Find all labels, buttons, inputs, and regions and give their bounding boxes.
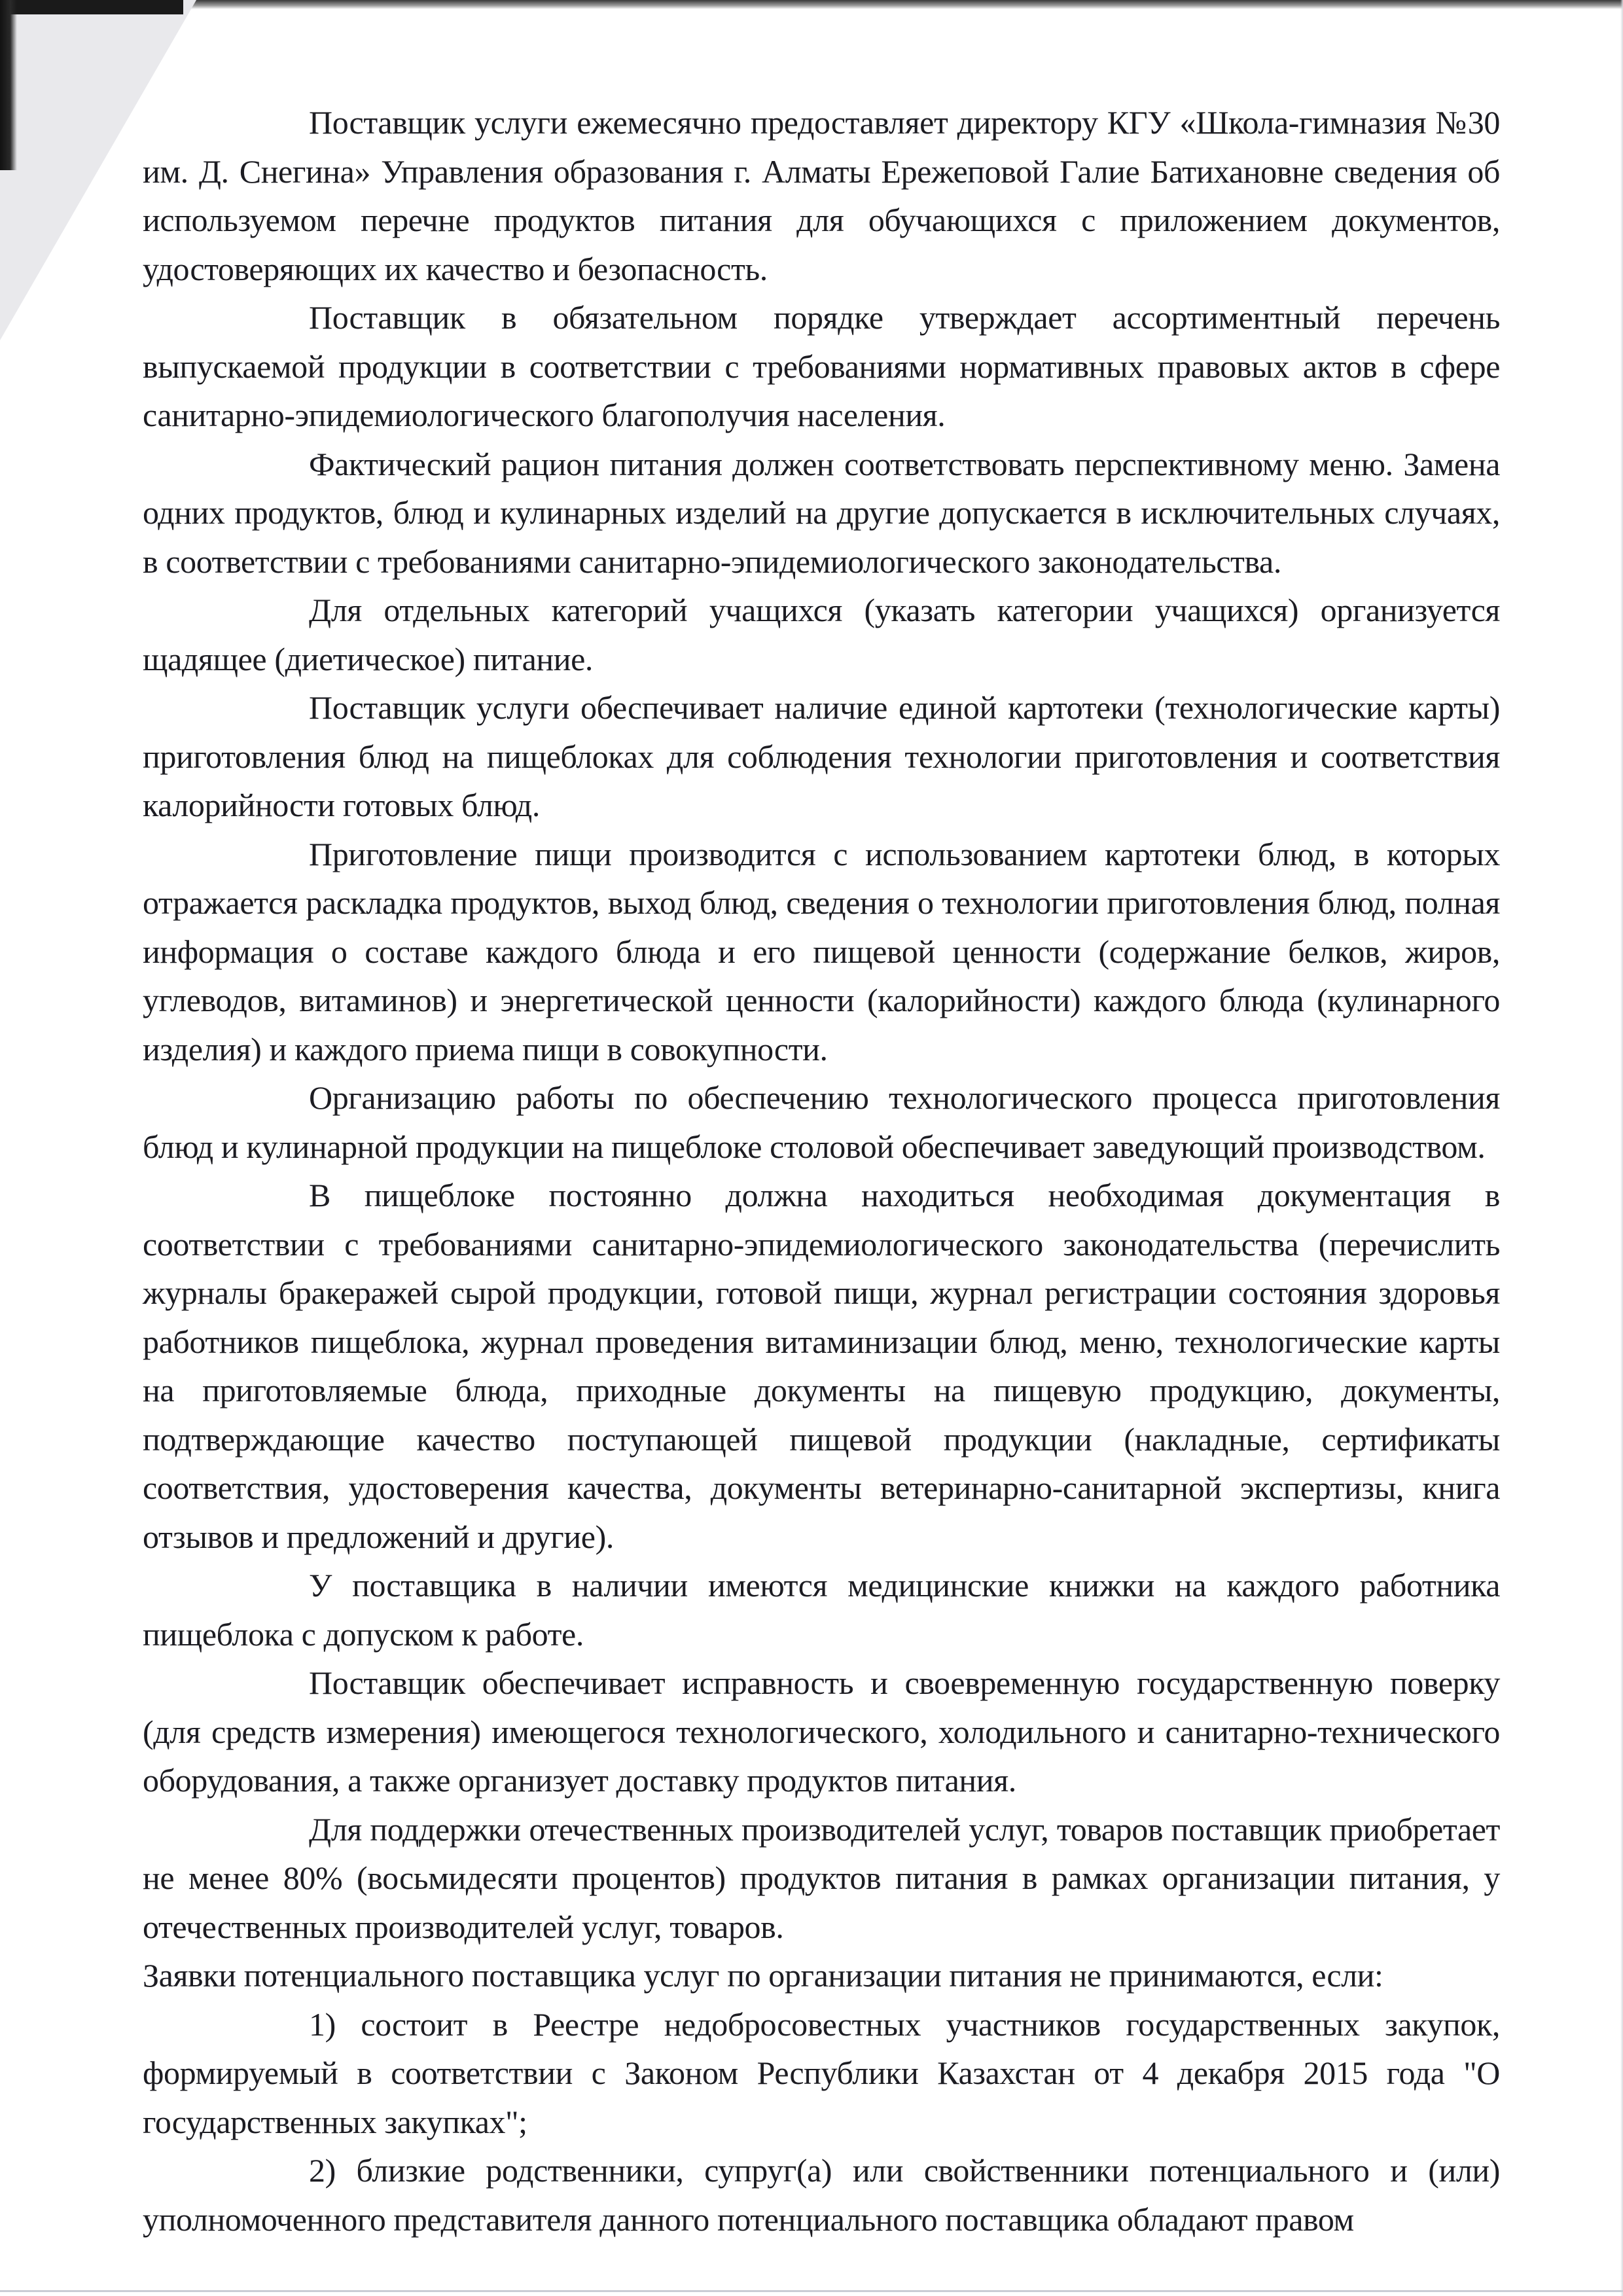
paragraph-food-preparation: Приготовление пищи производится с использованием картотеки блюд, в которых отражается раскладка продуктов, выход блюд, сведения о технологии приготовления блюд, полная информация о составе каждого блюда и его пищевой ценности (содержание белков, жиров, углеводов, витаминов) и энергетической ценности (калорийности) каждого блюда (кулинарного изделия) и каждого приема пищи в совокупности. [143, 835, 1500, 1067]
scan-bottom-edge [0, 2290, 1623, 2292]
document-body [143, 98, 1500, 2244]
scanner-dark-band [0, 0, 183, 14]
list-item-1-registry: 1) состоит в Реестре недобросовестных участников государственных закупок, формируемый в соответствии с Законом Республики Казахстан от 4 декабря 2015 года "О государственных закупках"; [143, 2005, 1500, 2140]
paragraph-required-documentation: В пищеблоке постоянно должна находиться необходимая документация в соответствии с требованиями санитарно-эпидемиологического законодательства (перечислить журналы бракеражей сырой продукции, готовой пищи, журнал регистрации состояния здоровья работников пищеблока, журнал проведения витаминизации блюд, меню, технологические карты на приготовляемые блюда, приходные документы на пищевую продукцию, документы, подтверждающие качество поступающей пищевой продукции (накладные, сертификаты соответствия, удостоверения качества, документы ветеринарно-санитарной экспертизы, книга отзывов и предложений и другие). [143, 1177, 1500, 1555]
paragraph-dietary-nutrition: Для отдельных категорий учащихся (указать категории учащихся) организуется щадящее (диетическое) питание. [143, 592, 1500, 677]
scanner-dark-edge [0, 0, 17, 170]
paragraph-domestic-producers: Для поддержки отечественных производителей услуг, товаров поставщик приобретает не менее 80% (восьмидесяти процентов) продуктов питания в рамках организации питания, у отечественных производителей услуг, товаров. [143, 1810, 1500, 1945]
list-item-2-relatives: 2) близкие родственники, супруг(а) или свойственники потенциального и (или) уполномоченного представителя данного потенциального поставщика обладают правом [143, 2152, 1500, 2238]
scan-top-edge [0, 0, 1623, 9]
paragraph-assortment-approval: Поставщик в обязательном порядке утверждает ассортиментный перечень выпускаемой продукции в соответствии с требованиями нормативных правовых актов в сфере санитарно-эпидемиологического благополучия населения. [143, 299, 1500, 433]
paragraph-supplier-monthly-report: Поставщик услуги ежемесячно предоставляет директору КГУ «Школа-гимназия №30 им. Д. Снегина» Управления образования г. Алматы Ережеповой Галие Батихановне сведения об используемом перечне продуктов питания для обучающихся с приложением документов, удостоверяющих их качество и безопасность. [143, 104, 1500, 287]
paragraph-work-organization: Организацию работы по обеспечению технологического процесса приготовления блюд и кулинарной продукции на пищеблоке столовой обеспечивает заведующий производством. [143, 1079, 1500, 1165]
paragraph-medical-books: У поставщика в наличии имеются медицинские книжки на каждого работника пищеблока с допуском к работе. [143, 1567, 1500, 1653]
paragraph-recipe-card-file: Поставщик услуги обеспечивает наличие единой картотеки (технологические карты) приготовления блюд на пищеблоках для соблюдения технологии приготовления и соответствия калорийности готовых блюд. [143, 689, 1500, 823]
paragraph-equipment-verification: Поставщик обеспечивает исправность и своевременную государственную поверку (для средств измерения) имеющегося технологического, холодильного и санитарно-технического оборудования, а также организует доставку продуктов питания. [143, 1664, 1500, 1799]
paragraph-applications-rejected: Заявки потенциального поставщика услуг по организации питания не принимаются, если: [143, 1957, 1383, 1994]
paragraph-actual-ration: Фактический рацион питания должен соответствовать перспективному меню. Замена одних продуктов, блюд и кулинарных изделий на другие допускается в исключительных случаях, в соответствии с требованиями санитарно-эпидемиологического законодательства. [143, 445, 1500, 580]
scan-right-edge [1620, 0, 1623, 2296]
